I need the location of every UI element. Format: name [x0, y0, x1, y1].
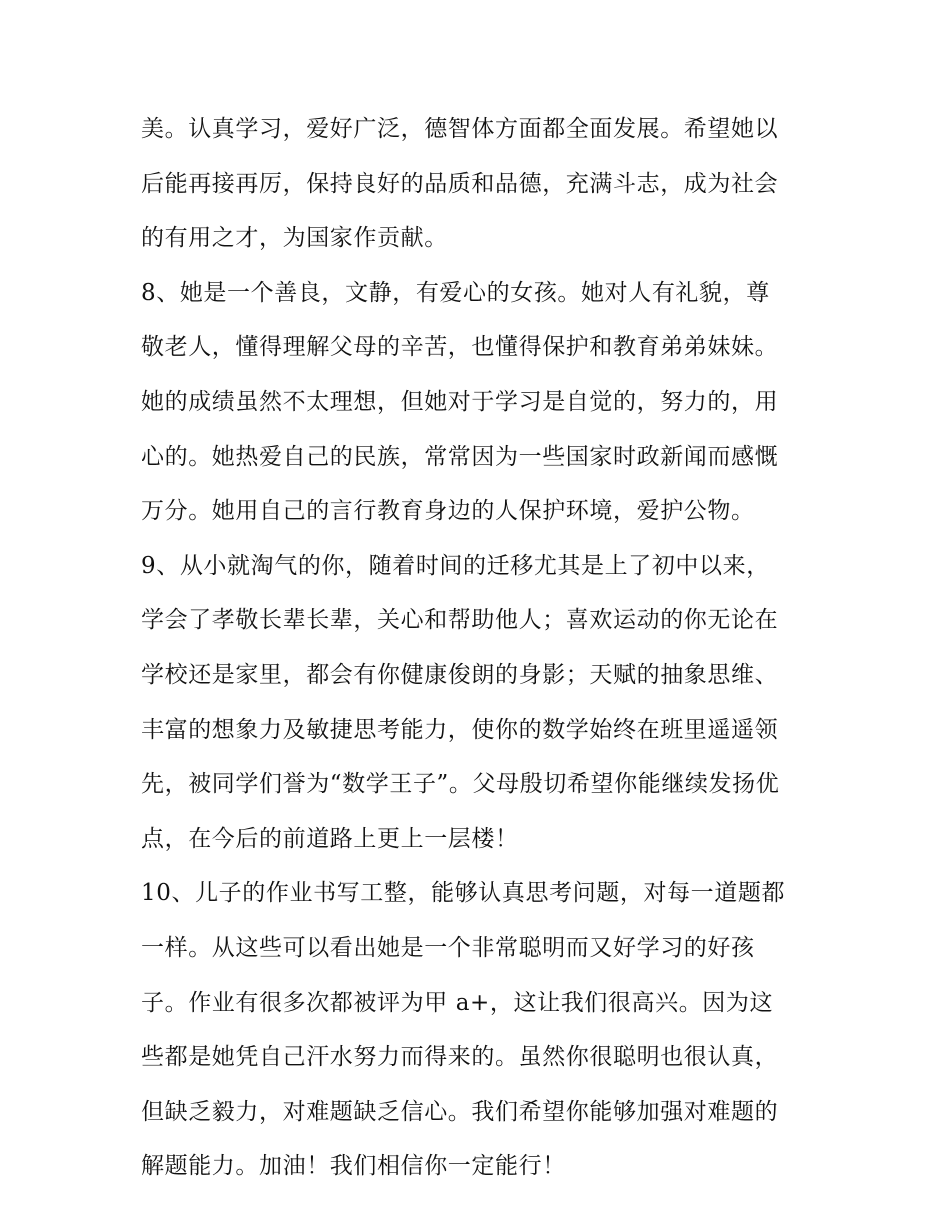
- document-body: [141, 107, 821, 1199]
- text-line: 点，在今后的前道路上更上一层楼！: [141, 825, 519, 852]
- text-line: 一样。从这些可以看出她是一个非常聪明而又好学习的好孩: [141, 934, 755, 961]
- text-line: 8、她是一个善良，文静，有爱心的女孩。她对人有礼貌，尊: [141, 279, 770, 306]
- text-line: 万分。她用自己的言行教育身边的人保护环境，爱护公物。: [141, 498, 755, 525]
- text-line: 美。认真学习，爱好广泛，德智体方面都全面发展。希望她以: [141, 116, 779, 142]
- text-line: 敬老人，懂得理解父母的辛苦，也懂得保护和教育弟弟妹妹。: [141, 334, 779, 361]
- text-line: 但缺乏毅力，对难题缺乏信心。我们希望你能够加强对难题的: [141, 1098, 779, 1125]
- text-line: 学会了孝敬长辈长辈，关心和帮助他人；喜欢运动的你无论在: [141, 607, 779, 634]
- text-line: 丰富的想象力及敏捷思考能力，使你的数学始终在班里遥遥领: [141, 716, 779, 743]
- text-line: 学校还是家里，都会有你健康俊朗的身影；天赋的抽象思维、: [141, 661, 779, 688]
- text-line: 子。作业有很多次都被评为甲 a+，这让我们很高兴。因为这: [141, 989, 774, 1016]
- text-line: 10、儿子的作业书写工整，能够认真思考问题，对每一道题都: [141, 880, 786, 907]
- text-line: 后能再接再厉，保持良好的品质和品德，充满斗志，成为社会: [141, 170, 779, 197]
- text-line: 她的成绩虽然不太理想，但她对于学习是自觉的，努力的，用: [141, 388, 779, 415]
- text-line: 9、从小就淘气的你，随着时间的迁移尤其是上了初中以来，: [141, 552, 770, 579]
- text-line: 些都是她凭自己汗水努力而得来的。虽然你很聪明也很认真，: [141, 1044, 779, 1071]
- text-line: 解题能力。加油！我们相信你一定能行！: [141, 1153, 566, 1180]
- text-line: 心的。她热爱自己的民族，常常因为一些国家时政新闻而感慨: [141, 443, 779, 470]
- text-line: 的有用之才，为国家作贡献。: [141, 225, 448, 252]
- text-line: 先，被同学们誉为“数学王子”。父母殷切希望你能继续发扬优: [141, 771, 780, 798]
